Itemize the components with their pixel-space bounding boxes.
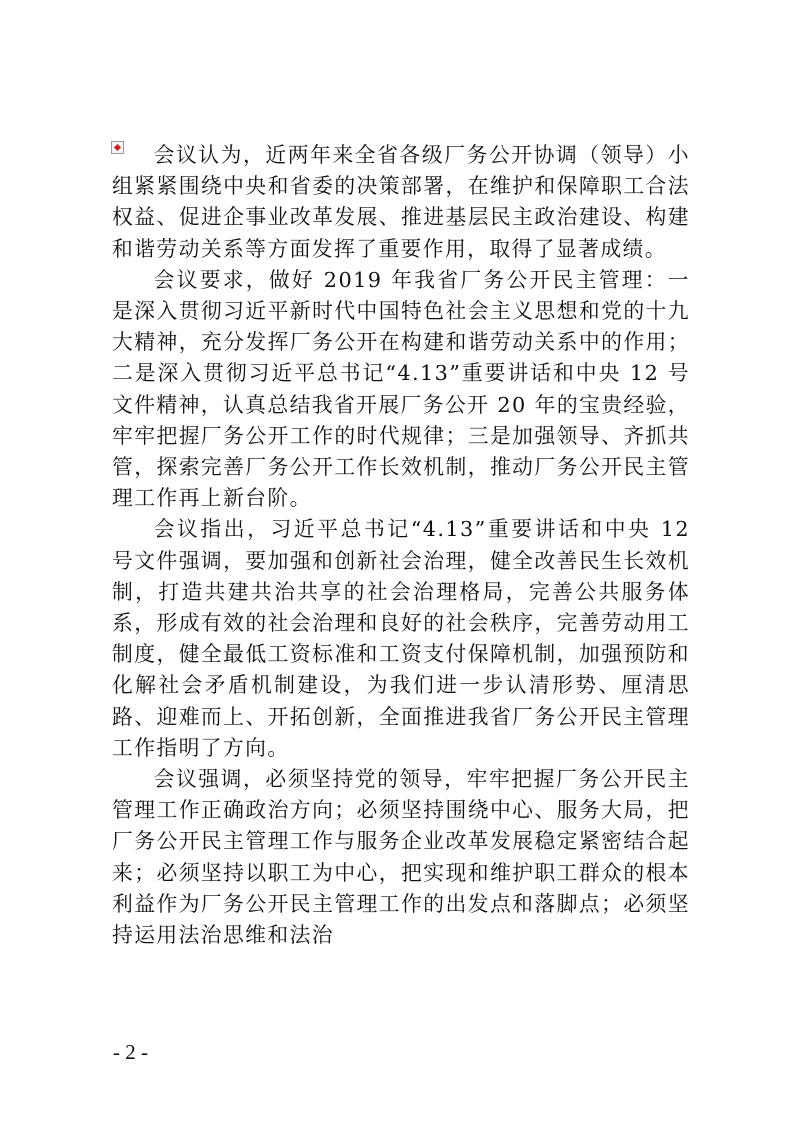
document-body: [112, 140, 690, 951]
page-number: - 2 -: [113, 1040, 148, 1064]
paragraph-1: 会议认为，近两年来全省各级厂务公开协调（领导）小组紧紧围绕中央和省委的决策部署，在维护和保障职工合法权益、促进企事业改革发展、推进基层民主政治建设、构建和谐劳动关系等方面发挥了重要作用，取得了显著成绩。: [112, 143, 690, 261]
paragraph-4: 会议强调，必须坚持党的领导，牢牢把握厂务公开民主管理工作正确政治方向；必须坚持围绕中心、服务大局，把厂务公开民主管理工作与服务企业改革发展稳定紧密结合起来；必须坚持以职工为中心，把实现和维护职工群众的根本利益作为厂务公开民主管理工作的出发点和落脚点；必须坚持运用法治思维和法治: [112, 767, 690, 948]
paragraph-2: 会议要求，做好 2019 年我省厂务公开民主管理：一是深入贯彻习近平新时代中国特色社会主义思想和党的十九大精神，充分发挥厂务公开在构建和谐劳动关系中的作用；二是深入贯彻习近平总书记“4.13”重要讲话和中央 12 号文件精神，认真总结我省开展厂务公开 20 年的宝贵经验，牢牢把握厂务公开工作的时代规律；三是加强领导、齐抓共管，探索完善厂务公开工作长效机制，推动厂务公开民主管理工作再上新台阶。: [112, 267, 691, 511]
paragraph-3: 会议指出，习近平总书记“4.13”重要讲话和中央 12 号文件强调，要加强和创新社会治理，健全改善民生长效机制，打造共建共治共享的社会治理格局，完善公共服务体系，形成有效的社会治理和良好的社会秩序，完善劳动用工制度，健全最低工资标准和工资支付保障机制，加强预防和化解社会矛盾机制建设，为我们进一步认清形势、厘清思路、迎难而上、开拓创新，全面推进我省厂务公开民主管理工作指明了方向。: [112, 517, 690, 760]
